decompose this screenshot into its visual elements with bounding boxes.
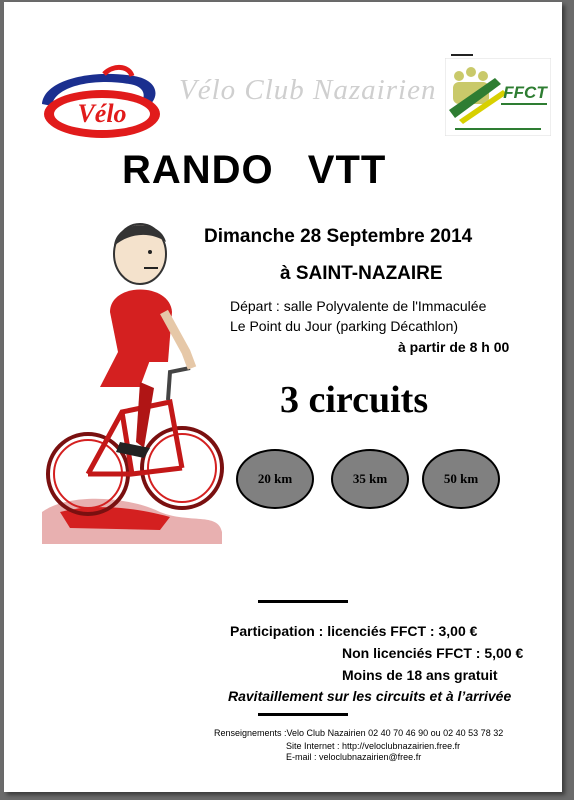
club-name: Vélo Club Nazairien: [179, 74, 437, 106]
contact-phones: Renseignements :Velo Club Nazairien 02 40 70 46 90 ou 02 40 53 78 32: [214, 728, 504, 738]
contact-website: Site Internet : http://veloclubnazairien.free.fr: [286, 741, 461, 751]
circuit-badge-50km: 50 km: [422, 449, 500, 509]
divider: [451, 54, 473, 56]
event-title: RANDO VTT: [122, 148, 387, 192]
circuit-badge-20km: 20 km: [236, 449, 314, 509]
event-city: à SAINT-NAZAIRE: [280, 263, 443, 284]
divider: [258, 713, 348, 716]
velo-club-logo: [34, 64, 169, 144]
divider: [258, 600, 348, 603]
ffct-logo: [445, 58, 551, 136]
event-date: Dimanche 28 Septembre 2014: [204, 226, 473, 247]
event-place: Le Point du Jour (parking Décathlon): [230, 318, 459, 334]
flyer-page: [4, 2, 562, 792]
circuits-title: 3 circuits: [280, 379, 429, 421]
event-departure: Départ : salle Polyvalente de l'Immaculée: [230, 298, 487, 314]
price-licensed: Participation : licenciés FFCT : 3,00 €: [230, 623, 478, 639]
svg-text:FFCT: FFCT: [503, 83, 547, 102]
event-time: à partir de 8 h 00: [398, 339, 510, 355]
price-under-18: Moins de 18 ans gratuit: [342, 667, 498, 683]
circuit-badge-35km: 35 km: [331, 449, 409, 509]
cyclist-illustration: [40, 212, 224, 544]
refreshment-note: Ravitaillement sur les circuits et à l’arrivée: [228, 688, 512, 704]
contact-email: E-mail : veloclubnazairien@free.fr: [286, 752, 422, 762]
price-unlicensed: Non licenciés FFCT : 5,00 €: [342, 645, 524, 661]
svg-text:Vélo: Vélo: [77, 99, 127, 128]
